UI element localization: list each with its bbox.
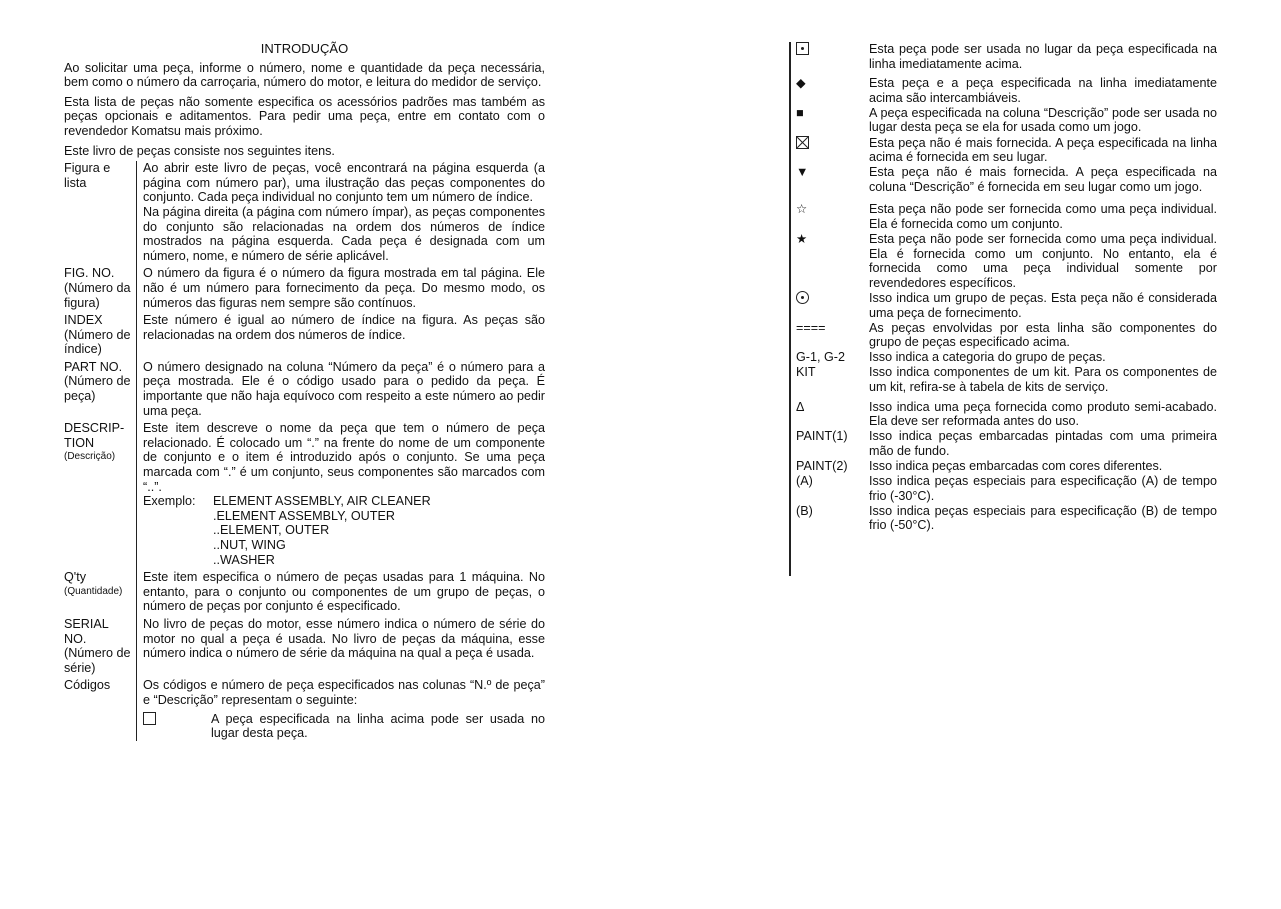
definition-part-no bbox=[64, 357, 545, 418]
filled-star-icon: ★ bbox=[796, 232, 808, 247]
definitions-list bbox=[64, 161, 545, 741]
left-column bbox=[64, 42, 545, 741]
definition-serial-no bbox=[64, 614, 545, 675]
code-row: ◆ Esta peça e a peça especificada na linha imediatamente acima são intercambiáveis. bbox=[796, 76, 1217, 105]
intro-paragraph-3: Este livro de peças consiste nos seguintes itens. bbox=[64, 143, 335, 158]
code-row: ★ Esta peça não pode ser fornecida como uma peça individual. Ela é fornecida como um conjunto. No entanto, ela é fornecida como uma peça individual somente por revendedores específicos. bbox=[796, 232, 1217, 290]
crossed-square-icon bbox=[796, 136, 809, 149]
empty-square-icon bbox=[143, 712, 156, 725]
definition-desc: Ao abrir este livro de peças, você encontrará na página esquerda (a página com número par), uma ilustração das peças componentes do conjunto. Cada peça individual no conjunto tem um número de índice. Na página direita (a página com número ímpar), as peças componentes do conjunto são relacionadas na ordem dos números de índice mostrados na página esquerda. Cada peça é designada com um número, nome, e número de série aplicável. bbox=[136, 161, 545, 263]
page-title: INTRODUÇÃO bbox=[260, 41, 349, 56]
definition-term: Figura e lista bbox=[64, 161, 111, 190]
code-entry: A peça especificada na linha acima pode ser usada no lugar desta peça. bbox=[143, 712, 545, 741]
intro-paragraph-1: Ao solicitar uma peça, informe o número, nome e quantidade da peça necessária, bem como o número da carroçaria, número do motor, e leitura do medidor de serviço. bbox=[64, 60, 545, 90]
code-row: Esta peça não é mais fornecida. A peça especificada na linha acima é fornecida em seu lugar. bbox=[796, 136, 1217, 165]
definition-codigos bbox=[64, 675, 545, 740]
definition-desc: No livro de peças do motor, esse número indica o número de série do motor no qual a peça é usada. No livro de peças da máquina, esse número indica o número de série da máquina na qual a peça é usada. bbox=[136, 614, 545, 675]
definition-description bbox=[64, 418, 545, 567]
code-row: PAINT(1) Isso indica peças embarcadas pintadas com uma primeira mão de fundo. bbox=[796, 429, 1217, 458]
delta-icon: Δ bbox=[796, 399, 805, 414]
circled-dot-icon bbox=[796, 291, 809, 304]
code-row: ==== As peças envolvidas por esta linha são componentes do grupo de peças especificado acima. bbox=[796, 320, 1217, 350]
code-row: G-1, G-2 Isso indica a categoria do grupo de peças. bbox=[796, 350, 1106, 365]
code-row: Δ Isso indica uma peça fornecida como produto semi-acabado. Ela deve ser reformada antes do uso. bbox=[796, 399, 1217, 429]
definition-figura-lista bbox=[64, 161, 545, 263]
definition-desc: O número designado na coluna “Número da peça” é o número para a peça mostrada. Ele é o código usado para o pedido da peça. É importante que não haja equívoco com respeito a este número ao pedir uma peça. bbox=[136, 357, 545, 418]
example-block: Exemplo: ELEMENT ASSEMBLY, AIR CLEANER .ELEMENT ASSEMBLY, OUTER ..ELEMENT, OUTER ..NUT, WING ..WASHER bbox=[143, 494, 431, 567]
code-row: ■ A peça especificada na coluna “Descrição” pode ser usada no lugar desta peça se ela for usada como um jogo. bbox=[796, 105, 1217, 135]
intro-paragraph-2: Esta lista de peças não somente especifica os acessórios padrões mas também as peças opcionais e aditamentos. Para pedir uma peça, entre em contato com o revendedor Komatsu mais próximo. bbox=[64, 94, 545, 138]
definition-index bbox=[64, 310, 545, 357]
definition-qty bbox=[64, 567, 545, 614]
definition-term: PART NO. (Número de peça) bbox=[64, 359, 131, 404]
code-row: (B) Isso indica peças especiais para especificação (B) de tempo frio (-50°C). bbox=[796, 503, 1217, 533]
filled-square-icon: ■ bbox=[796, 105, 804, 120]
diamond-icon: ◆ bbox=[796, 76, 806, 91]
code-row: (A) Isso indica peças especiais para especificação (A) de tempo frio (-30°C). bbox=[796, 474, 1217, 503]
double-line-icon: ==== bbox=[796, 320, 826, 335]
definition-desc: Os códigos e número de peça especificados nas colunas “N.º de peça” e “Descrição” representam o seguinte: A peça especificada na linha acima pode ser usada no lugar desta peça. bbox=[136, 675, 545, 740]
code-row: ▼ Esta peça não é mais fornecida. A peça especificada na coluna “Descrição” é fornecida em seu lugar como um jogo. bbox=[796, 165, 1217, 194]
definition-fig-no bbox=[64, 263, 545, 310]
definition-desc: O número da figura é o número da figura mostrada em tal página. Ele não é um número para fornecimento da peça. Do mesmo modo, os números das figuras nem sempre são contínuos. bbox=[136, 263, 545, 310]
code-row: ☆ Esta peça não pode ser fornecida como uma peça individual. Ela é fornecida como um conjunto. bbox=[796, 202, 1217, 232]
definition-term: SERIAL NO. (Número de série) bbox=[64, 616, 131, 675]
definition-desc: Este item especifica o número de peças usadas para 1 máquina. No entanto, para o conjunto ou componentes de um grupo de peças, o número de peças por conjunto é especificado. bbox=[136, 567, 545, 614]
hollow-star-icon: ☆ bbox=[796, 202, 808, 217]
definition-term: INDEX (Número de índice) bbox=[64, 313, 131, 357]
definition-desc: Este número é igual ao número de índice na figura. As peças são relacionadas na ordem dos números de índice. bbox=[136, 310, 545, 357]
code-row: PAINT(2) Isso indica peças embarcadas com cores diferentes. bbox=[796, 459, 1163, 474]
code-row: KIT Isso indica componentes de um kit. Para os componentes de um kit, refira-se à tabela de kits de serviço. bbox=[796, 365, 1217, 395]
definition-term: DESCRIP-TION (Descrição) bbox=[64, 421, 125, 463]
definition-desc: Este item descreve o nome da peça que tem o número de peça relacionado. É colocado um “.” na frente do nome de um componente de conjunto e o item é introduzido após o conjunto. Se uma peça marcada com “.” é um conjunto, seus componentes são marcados com “..”. Exemplo: ELEMENT ASSEMBLY, AIR CLEANER .ELEMENT ASSEMBLY, OUTER ..ELEMENT, OUTER ..NUT, WING ..WASHER bbox=[136, 418, 545, 567]
example-lines: ELEMENT ASSEMBLY, AIR CLEANER .ELEMENT ASSEMBLY, OUTER ..ELEMENT, OUTER ..NUT, WING ..WASHER bbox=[213, 494, 431, 567]
code-row: Esta peça pode ser usada no lugar da peça especificada na linha imediatamente acima. bbox=[796, 42, 1217, 71]
down-triangle-icon: ▼ bbox=[796, 165, 809, 180]
dotted-square-icon bbox=[796, 42, 809, 55]
right-column bbox=[796, 42, 1217, 534]
definition-term: Códigos bbox=[64, 678, 111, 693]
definition-term: Q'ty (Quantidade) bbox=[64, 570, 123, 597]
right-column-rule bbox=[789, 42, 791, 576]
definition-term: FIG. NO. (Número da figura) bbox=[64, 266, 131, 310]
code-row: Isso indica um grupo de peças. Esta peça não é considerada uma peça de fornecimento. bbox=[796, 291, 1217, 320]
